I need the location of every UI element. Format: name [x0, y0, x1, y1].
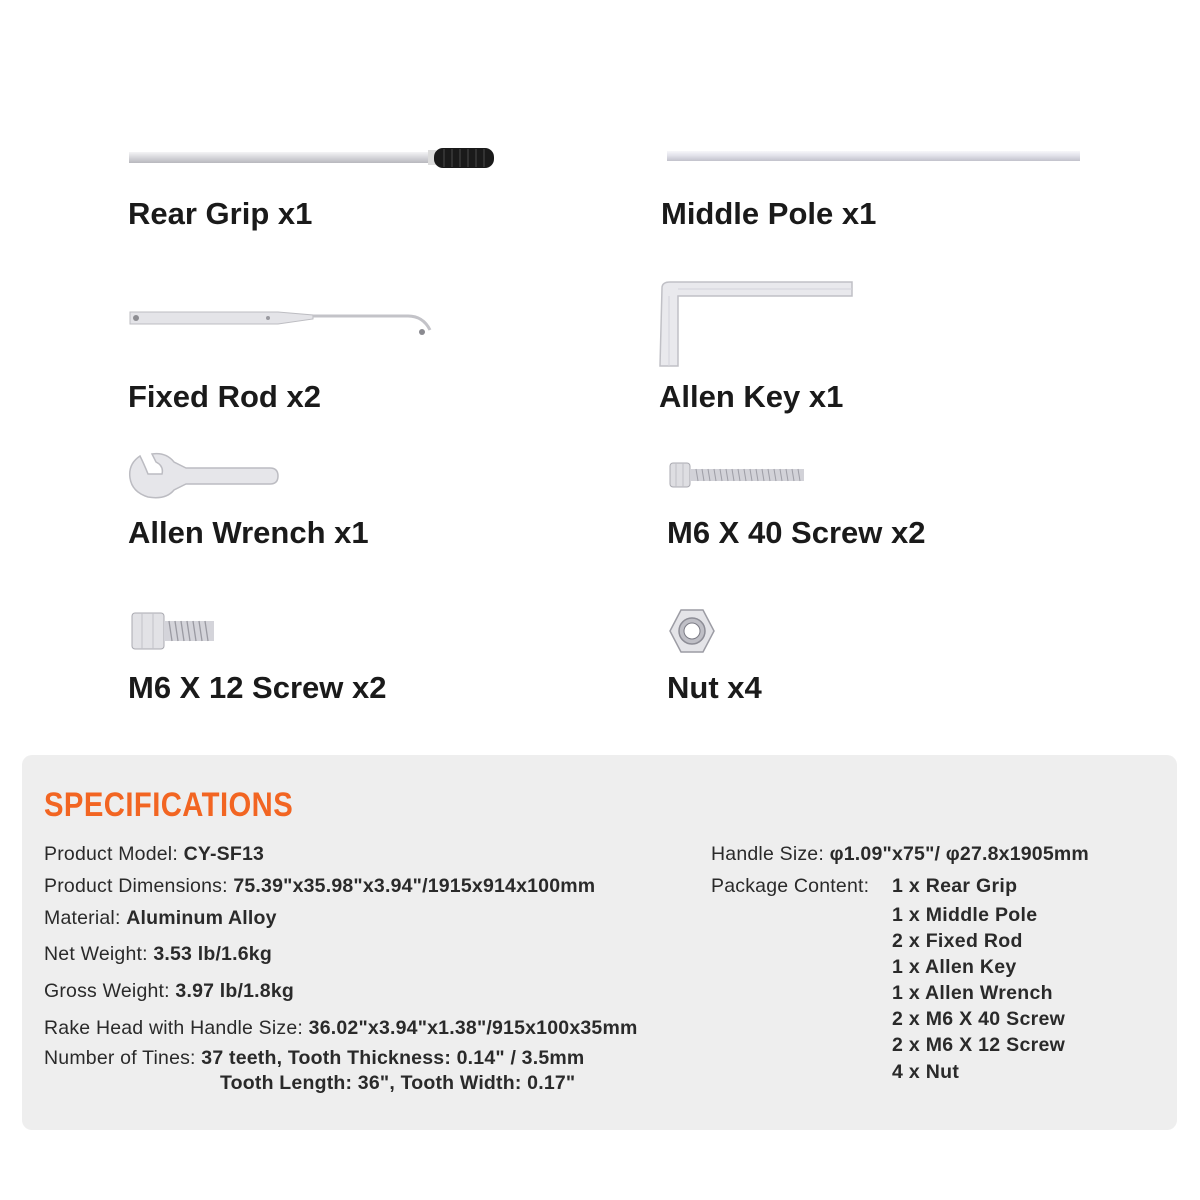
rear-grip-image [128, 145, 500, 175]
allen-wrench-image [126, 452, 286, 502]
spec-number-of-tines: Number of Tines: 37 teeth, Tooth Thickness: 0.14" / 3.5mm [44, 1047, 585, 1069]
part-label-allen-key: Allen Key x1 [659, 379, 844, 414]
part-label-allen-wrench: Allen Wrench x1 [128, 515, 369, 550]
spec-product-dimensions: Product Dimensions: 75.39"x35.98"x3.94"/1915x914x100mm [44, 875, 596, 897]
package-item: 1 x Middle Pole [892, 904, 1038, 926]
package-item: 1 x Allen Key [892, 956, 1017, 978]
part-label-fixed-rod: Fixed Rod x2 [128, 379, 321, 414]
part-label-m6x12-screw: M6 X 12 Screw x2 [128, 670, 387, 705]
middle-pole-image [666, 148, 1082, 164]
fixed-rod-image [128, 302, 438, 342]
m6x12-screw-image [130, 610, 218, 652]
allen-key-image [656, 280, 856, 370]
package-item: 2 x M6 X 12 Screw [892, 1034, 1066, 1056]
spec-tines-line-2: Tooth Length: 36", Tooth Width: 0.17" [220, 1072, 576, 1094]
spec-gross-weight: Gross Weight: 3.97 lb/1.8kg [44, 980, 294, 1002]
package-item: 2 x Fixed Rod [892, 930, 1023, 952]
package-item: 4 x Nut [892, 1061, 960, 1083]
part-label-m6x40-screw: M6 X 40 Screw x2 [667, 515, 926, 550]
spec-package-content-label: Package Content: [711, 875, 870, 897]
spec-handle-size: Handle Size: φ1.09"x75"/ φ27.8x1905mm [711, 843, 1089, 865]
nut-image [668, 608, 716, 654]
package-item: 1 x Allen Wrench [892, 982, 1053, 1004]
package-item: 1 x Rear Grip [892, 875, 1018, 897]
part-label-nut: Nut x4 [667, 670, 762, 705]
specifications-title: SPECIFICATIONS [44, 786, 294, 824]
m6x40-screw-image [668, 460, 808, 490]
spec-material: Material: Aluminum Alloy [44, 907, 277, 929]
part-label-rear-grip: Rear Grip x1 [128, 196, 313, 231]
part-label-middle-pole: Middle Pole x1 [661, 196, 877, 231]
spec-rake-head-size: Rake Head with Handle Size: 36.02"x3.94"x1.38"/915x100x35mm [44, 1017, 638, 1039]
package-item: 2 x M6 X 40 Screw [892, 1008, 1066, 1030]
spec-net-weight: Net Weight: 3.53 lb/1.6kg [44, 943, 272, 965]
spec-product-model: Product Model: CY-SF13 [44, 843, 265, 865]
